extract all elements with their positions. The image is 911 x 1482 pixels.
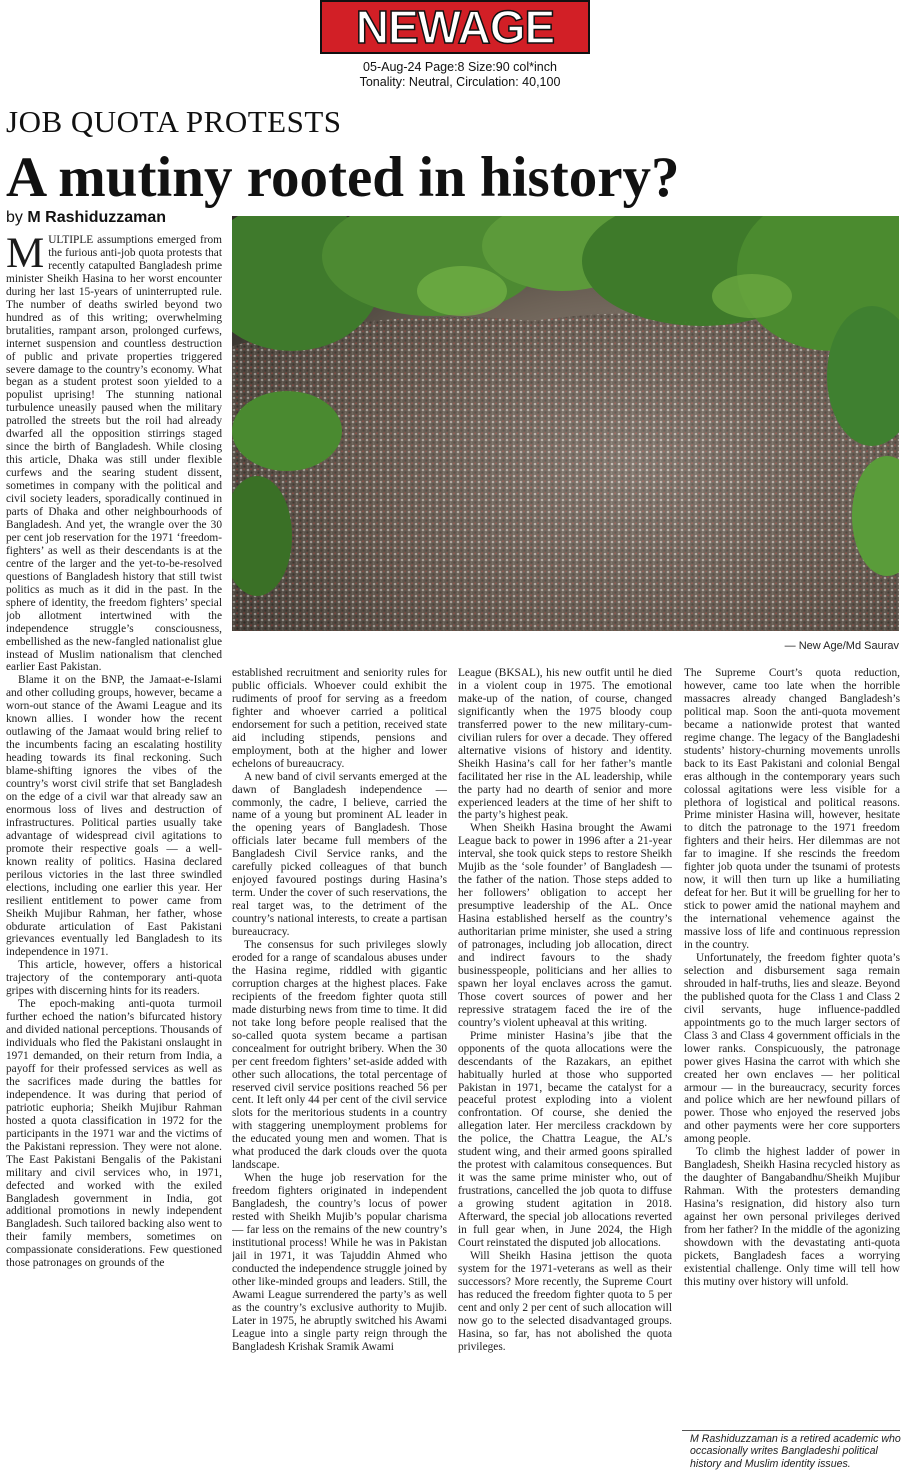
article-column-1 <box>6 234 222 1476</box>
crowd-photo <box>232 216 899 631</box>
photo-credit: — New Age/Md Saurav <box>784 640 899 652</box>
paragraph: To climb the highest ladder of power in Bangladesh, Sheikh Hasina recycled history as the daughter of Bangabandhu/Sheikh Mujibur Rahman. With the protesters demanding Hasina’s resignation, did history also turn against her own personal privileges derived from her father? In the middle of the agonizing showdown with the devastating anti-quota pickets, Bangladesh faces a worrying existential challenge. Only time will tell how this mutiny over history will unfold. <box>684 1146 900 1288</box>
byline <box>6 209 166 227</box>
bio-divider <box>682 1430 900 1431</box>
author-bio: M Rashiduzzaman is a retired academic who occasionally writes Bangladeshi political history and Muslim identity issues. <box>690 1433 901 1470</box>
paragraph: Unfortunately, the freedom fighter quota’s selection and disbursement saga remain shrouded in half-truths, lies and sleaze. Beyond the published quota for the Class 1 and Class 2 civil servants, huge influence-paddled appointments go to the much larger sectors of Class 3 and Class 4 government officials in the lower ranks. Conspicuously, the patronage power gives Hasina the carrot with which she created her own enclaves — her political armour — in the bureaucracy, security forces and police which are her newfound pillars of power. Those who enjoyed the reserved jobs and other payments were her core supporters among people. <box>684 951 900 1146</box>
paragraph: The epoch-making anti-quota turmoil further echoed the nation’s bifurcated history and divided national perceptions. Thousands of individuals who fled the Pakistani onslaught in 1971 demanded, on their return from India, a payoff for their professed services as well as the sacrifices made during the battles for independence. It was during that period of patriotic euphoria; Sheikh Mujibur Rahman hosted a quota classification in 1972 for the participants in the 1971 war and the victims of the Pakistani repression. They were not alone. The East Pakistani Bengalis of the Pakistani military and civil services who, in 1971, defected and worked with the exiled Bangladesh government in India, got additional promotions in newly independent Bangladesh. Such tailored backing also went to their family members, sometimes on compassionate considerations. Few questioned those patronages on grounds of the <box>6 998 222 1270</box>
paragraph: Will Sheikh Hasina jettison the quota system for the 1971-veterans as well as their successors? More recently, the Supreme Court has reduced the freedom fighter quota to 5 per cent and only 2 per cent of such allocation will now go to the selected disadvantaged groups. Hasina, so far, has not abolished the quota privileges. <box>458 1249 672 1353</box>
paragraph: A new band of civil servants emerged at the dawn of Bangladesh independence — commonly, the cadre, I believe, carried the name of a young but prominent AL leader in the opening years of Bangladesh. Those officials later became full members of the Bangladesh Civil Service ranks, and the carefully picked colleagues of that bunch enjoyed favoured postings during Hasina’s term. Under the cover of such reservations, the real target was, to the detriment of the country’s national interests, to create a partisan bureaucracy. <box>232 770 447 939</box>
paragraph: The consensus for such privileges slowly eroded for a range of scandalous abuses under the Hasina regime, riddled with gigantic corruption charges at the highest places. Fake recipients of the freedom fighter quota still made disturbing news from time to time. It did not take long before people realised that the so-called quota system became a partisan concealment for outright bribery. When the 30 per cent freedom fighters’ set-aside added with other such allocations, the total percentage of reserved civil service positions reached 56 per cent. It left only 44 per cent of the civil service slots for the meritorious students in a country with staggering unemployment problems for the educated young men and women. That is what produced the dark clouds over the quota landscape. <box>232 939 447 1172</box>
paragraph: League (BKSAL), his new outfit until he died in a violent coup in 1975. The emotional make-up of the nation, of course, changed significantly when the 1975 bloody coup transferred power to the new military-cum-civilian rulers for over a decade. They offered alternative visions of history and identity. Sheikh Hasina’s call for her father’s mantle facilitated her rise in the AL leadership, while the party had no dearth of senior and more experienced leaders at the time of her shift to the party’s highest peak. <box>458 667 672 822</box>
paragraph: This article, however, offers a historical trajectory of the contemporary anti-quota gripes with discerning hints for its readers. <box>6 959 222 998</box>
headline: A mutiny rooted in history? <box>6 146 680 209</box>
paragraph: Blame it on the BNP, the Jamaat-e-Islami and other colluding groups, however, became a worn-out stance of the Awami League and its known allies. I wonder how the recent outlawing of the Jamaat would bring relief to the incumbents facing an escalating hostility heading towards its final reckoning. Such blame-shifting ignores the vibes of the country’s worst civil strife that set Bangladesh on the edge of a civil war that already saw an enormous loss of lives and destruction of infrastructures. Political parties usually take advantage of widespread civil agitations to promote their respective goals — a well-known reality of politics. Hasina declared perilous victories in the last three swindled elections, including one earlier this year. Her resilient entitlement to power came from Sheikh Mujibur Rahman, her father, whose obdurate articulation of East Pakistani grievances eventually led Bangladesh to its independence in 1971. <box>6 674 222 959</box>
paragraph: The Supreme Court’s quota reduction, however, came too late when the horrible massacres already changed Bangladesh’s political map. Soon the anti-quota movement became a nationwide protest that wanted regime change. The legacy of the Bangladeshi students’ history-churning movements unrolls back to its East Pakistani and colonial Bengal eras although in the contemporary years such colossal agitations were less visible for a plethora of logistical and political reasons. Prime minister Hasina will, however, hesitate to ditch the patronage to the 1971 freedom fighters and their heirs. Her dilemmas are not far to imagine. If she rescinds the freedom fighter job quota under the tsunami of protests now, it will then turn up like a humiliating defeat for her. But it will be gruelling for her to stick to power amid the national mayhem and the international vehemence against the massive loss of life and continuous repression in the country. <box>684 667 900 952</box>
paragraph: Prime minister Hasina’s jibe that the opponents of the quota allocations were the descendants of the Razakars, an epithet habitually hurled at those who supported Pakistan in 1971, became the catalyst for a peaceful protest exploding into a violent confrontation. Of course, she denied the allegation later. Her merciless crackdown by the police, the Chattra League, the AL’s student wing, and their armed goons spiralled the protest with calamitous consequences. But it was the same prime minister who, out of frustrations, cancelled the job quota to diffuse a growing student agitation in 2018. Afterward, the special job allocations reverted in full gear when, in June 2024, the High Court reinstated the disputed job allocations. <box>458 1029 672 1249</box>
paragraph: When Sheikh Hasina brought the Awami League back to power in 1996 after a 21-year interval, she took quick steps to restore Sheikh Mujib as the ‘sole founder’ of Bangladesh — the father of the nation. Those steps added to her followers’ obligation to accept her presumptive leadership of the AL. Once Hasina established herself as the country’s authoritarian prime minister, she used a string of patronages, including job allocation, direct and indirect favours to the shady businesspeople, politicians and her allies to spawn her loyal enclaves across the gamut. Those covert sources of power and her repressive stratagem faced the ire of the country’s violent upheaval at this writing. <box>458 822 672 1029</box>
paragraph: MULTIPLE assumptions emerged from the furious anti-job quota protests that recently catapulted Bangladesh prime minister Sheikh Hasina to her worst encounter during her last 15-years of uninterrupted rule. The number of deaths swirled beyond two hundred as of this writing; overwhelming brutalities, rampant arson, prolonged curfews, internet suspension and countless destruction of public and private properties triggered severe damage to the country’s economy. What began as a student protest soon yielded to a populist uprising! The stunning national turbulence uneasily paused when the military patrolled the streets but the roil had already dwarfed all the opposition stirrings staged since the birth of Bangladesh. While closing this article, Dhaka was still under flexible curfews and the searing student dissent, sometimes in company with the political and civil society leaders, sporadically continued in parts of Dhaka and other neighbourhoods of Bangladesh. And yet, the wrangle over the 30 per cent job reservation for the 1971 ‘freedom-fighters’ as well as their descendants is at the centre of the larger and the yet-to-be-resolved questions of Bangladesh history that still twist politics as much as it did in the past. In the sphere of identity, the freedom fighters’ special job allotment intertwined with the independence struggle’s consciousness, embellished as the new-fangled nationalist glue instead of Muslim nationalism that clenched earlier East Pakistan. <box>6 234 222 674</box>
section-kicker: JOB QUOTA PROTESTS <box>6 104 342 139</box>
author-name: M Rashiduzzaman <box>27 209 167 226</box>
article-column-3 <box>458 667 672 1477</box>
drop-cap: M <box>6 234 45 277</box>
crowd-photo-image <box>232 216 899 631</box>
clipping-meta-date: 05-Aug-24 Page:8 Size:90 col*inch <box>363 60 557 74</box>
newspaper-logo: NEWAGE <box>320 0 590 54</box>
paragraph: established recruitment and seniority rules for public officials. Whoever could exhibit the rudiments of proof for serving as a freedom fighter and whoever carried a political endorsement for such a petition, received state aid including stipends, pensions and employment, both at the higher and lower echelons of bureaucracy. <box>232 667 447 770</box>
byline-prefix: by <box>6 209 23 226</box>
clipping-meta-circulation: Tonality: Neutral, Circulation: 40,100 <box>359 75 561 89</box>
article-column-4 <box>684 667 900 1427</box>
article-column-2 <box>232 667 447 1477</box>
paragraph: When the huge job reservation for the freedom fighters originated in independent Bangladesh, the country’s locus of power rested with Sheikh Mujib’s popular charisma — far less on the remains of the new country’s institutional process! While he was in Pakistan jail in 1971, it was Tajuddin Ahmed who conducted the independence struggle joined by other like-minded groups and leaders. Still, the Awami League surrendered the party’s as well as the country’s exclusive authority to Mujib. Later in 1975, he abruptly switched his Awami League into a single party reign through the Bangladesh Krishak Sramik Awami <box>232 1172 447 1353</box>
